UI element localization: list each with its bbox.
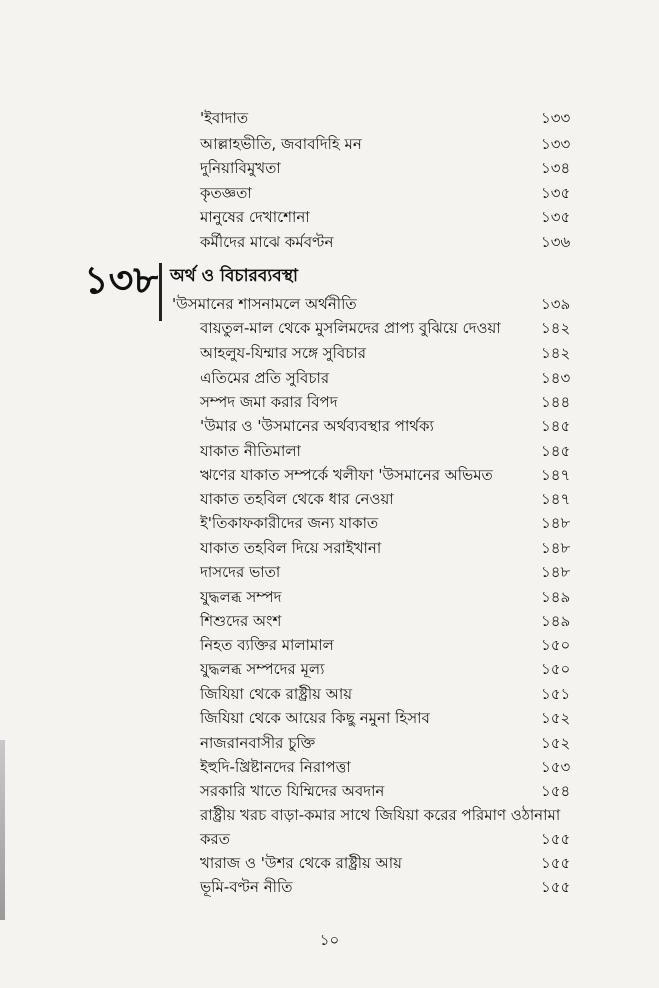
toc-entry-title: মানুষের দেখাশোনা bbox=[200, 208, 310, 226]
toc-entry-page: ১৪৫ bbox=[541, 417, 571, 435]
toc-entry-title: 'উসমানের শাসনামলে অর্থনীতি bbox=[172, 295, 357, 313]
toc-entry-title: যাকাত তহবিল থেকে ধার নেওয়া bbox=[200, 490, 394, 508]
toc-entry-title: যাকাত নীতিমালা bbox=[200, 442, 301, 460]
chapter-number: ১৩৮ bbox=[84, 257, 159, 302]
toc-entry-title: কর্মীদের মাঝে কর্মবণ্টন bbox=[200, 233, 334, 251]
toc-entry-title: শিশুদের অংশ bbox=[200, 612, 282, 630]
toc-entry-title: দুনিয়াবিমুখতা bbox=[200, 159, 281, 177]
toc-entry-title: সরকারি খাতে যিম্মিদের অবদান bbox=[200, 782, 385, 800]
chapter-divider bbox=[159, 263, 162, 321]
toc-entry-page: ১৫০ bbox=[541, 660, 571, 678]
toc-entry-title: বায়তুল-মাল থেকে মুসলিমদের প্রাপ্য বুঝিয়ে দেওয়া bbox=[200, 319, 501, 337]
toc-entry-title: ই'তিকাফকারীদের জন্য যাকাত bbox=[200, 514, 379, 532]
toc-entry-title: যুদ্ধলব্ধ সম্পদ bbox=[200, 588, 282, 606]
toc-entry-page: ১৪৭ bbox=[541, 490, 571, 508]
toc-entry-title: খারাজ ও 'উশর থেকে রাষ্ট্রীয় আয় bbox=[200, 854, 402, 872]
chapter-title: অর্থ ও বিচারব্যবস্থা bbox=[170, 266, 298, 286]
toc-entry-title: আহলুয-যিম্মার সঙ্গে সুবিচার bbox=[200, 344, 366, 362]
toc-entry-page: ১৫৪ bbox=[541, 782, 571, 800]
toc-entry-page: ১৫৫ bbox=[541, 878, 571, 896]
toc-entry-page: ১৩৯ bbox=[541, 295, 571, 313]
toc-entry-page: ১৪৭ bbox=[541, 466, 571, 484]
toc-entry-title: নাজরানবাসীর চুক্তি bbox=[200, 734, 316, 752]
toc-entry-page: ১৫৫ bbox=[541, 830, 571, 848]
toc-entry-title: যুদ্ধলব্ধ সম্পদের মূল্য bbox=[200, 660, 325, 678]
toc-entry-page: ১৫০ bbox=[541, 636, 571, 654]
toc-entry-title: দাসদের ভাতা bbox=[200, 563, 281, 581]
toc-entry-page: ১৫২ bbox=[541, 709, 571, 727]
toc-entry-title: 'উমার ও 'উসমানের অর্থব্যবস্থার পার্থক্য bbox=[200, 417, 434, 435]
toc-entry-title: ভূমি-বণ্টন নীতি bbox=[200, 878, 293, 896]
toc-entry-title: জিযিয়া থেকে আয়ের কিছু নমুনা হিসাব bbox=[200, 709, 430, 727]
toc-entry-page: ১৪৪ bbox=[541, 393, 571, 411]
toc-entry-title: ঋণের যাকাত সম্পর্কে খলীফা 'উসমানের অভিমত bbox=[200, 466, 493, 484]
toc-entry-page: ১৪৫ bbox=[541, 442, 571, 460]
toc-entry-title: নিহত ব্যক্তির মালামাল bbox=[200, 636, 334, 654]
toc-entry-title: সম্পদ জমা করার বিপদ bbox=[200, 393, 338, 411]
toc-entry-page: ১৩৩ bbox=[541, 109, 571, 127]
toc-entry-page: ১৪৯ bbox=[541, 588, 571, 606]
toc-entry-page: ১৩৫ bbox=[541, 208, 571, 226]
toc-entry-page: ১৫১ bbox=[541, 685, 571, 703]
toc-entry-page: ১৪৯ bbox=[541, 612, 571, 630]
toc-entry-title: আল্লাহভীতি, জবাবদিহি মন bbox=[200, 135, 362, 153]
toc-entry-page: ১৪২ bbox=[541, 344, 571, 362]
toc-entry-page: ১৫২ bbox=[541, 734, 571, 752]
toc-entry-page: ১৫৩ bbox=[541, 758, 571, 776]
toc-entry-title: কৃতজ্ঞতা bbox=[200, 184, 252, 202]
toc-entry-page: ১৪৩ bbox=[541, 369, 571, 387]
toc-entry-page: ১৩৪ bbox=[541, 159, 571, 177]
toc-entry-page: ১৪৮ bbox=[541, 563, 571, 581]
toc-entry-page: ১৩৩ bbox=[541, 135, 571, 153]
toc-entry-title: রাষ্ট্রীয় খরচ বাড়া-কমার সাথে জিযিয়া করের পরিমাণ ওঠানামা bbox=[200, 806, 561, 824]
toc-entry-page: ১৫৫ bbox=[541, 854, 571, 872]
page-number: ১০ bbox=[319, 931, 340, 949]
toc-entry-title: করত bbox=[200, 830, 230, 848]
toc-entry-page: ১৪২ bbox=[541, 319, 571, 337]
toc-entry-page: ১৪৮ bbox=[541, 514, 571, 532]
toc-entry-title: 'ইবাদাত bbox=[200, 109, 249, 127]
toc-entry-title: জিযিয়া থেকে রাষ্ট্রীয় আয় bbox=[200, 685, 353, 703]
toc-entry-page: ১৩৬ bbox=[541, 233, 571, 251]
toc-entry-page: ১৩৫ bbox=[541, 184, 571, 202]
toc-entry-title: এতিমের প্রতি সুবিচার bbox=[200, 369, 330, 387]
toc-entry-title: যাকাত তহবিল দিয়ে সরাইখানা bbox=[200, 539, 382, 557]
toc-entry-page: ১৪৮ bbox=[541, 539, 571, 557]
toc-entry-title: ইহুদি-খ্রিষ্টানদের নিরাপত্তা bbox=[200, 758, 351, 776]
